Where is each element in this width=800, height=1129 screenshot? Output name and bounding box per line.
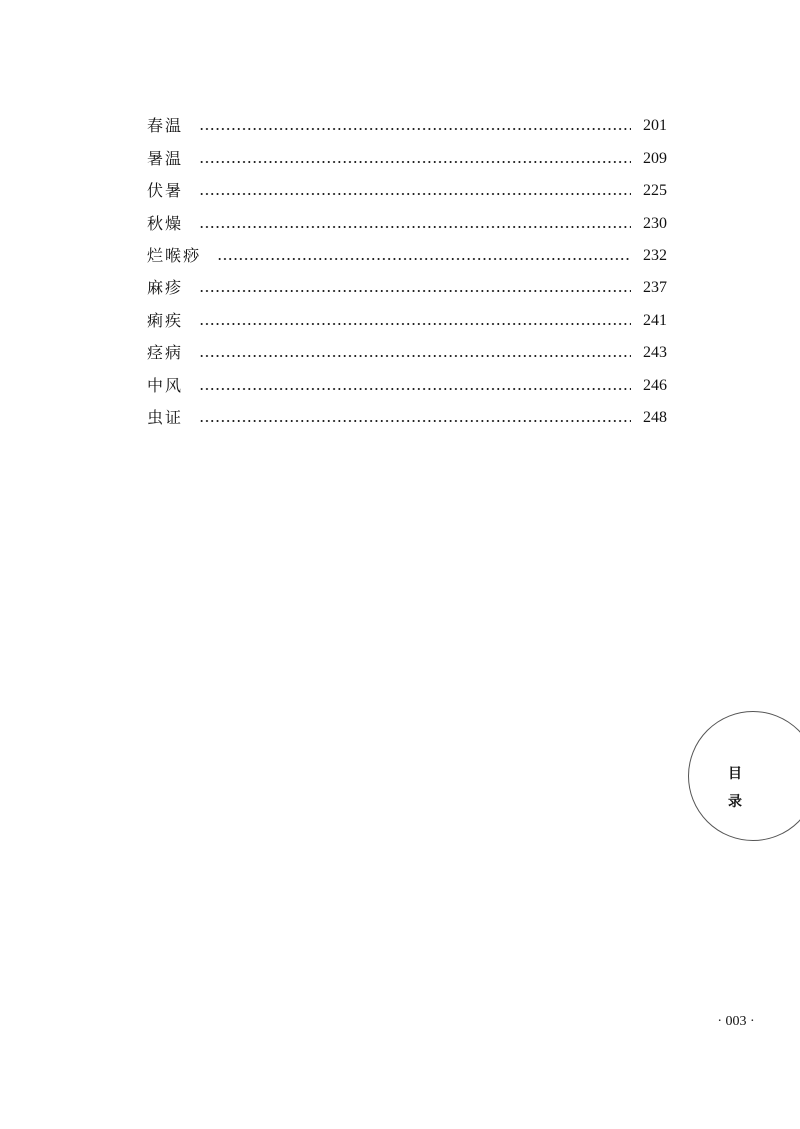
dot-leader — [199, 355, 631, 357]
toc-entry-title: 秋燥 — [147, 213, 184, 233]
toc-entry-title: 中风 — [147, 375, 184, 395]
toc-entry-title: 春温 — [147, 116, 184, 136]
toc-entry-page: 243 — [643, 344, 667, 362]
toc-entry-zhongfeng[interactable] — [147, 363, 667, 395]
toc-entry-lanhousha[interactable] — [147, 234, 667, 266]
table-of-contents — [147, 104, 667, 428]
toc-entry-page: 248 — [643, 408, 667, 426]
toc-entry-title: 麻疹 — [147, 278, 184, 298]
toc-entry-fushu[interactable] — [147, 169, 667, 201]
toc-entry-page: 232 — [643, 246, 667, 264]
dot-leader — [199, 193, 631, 195]
toc-entry-title: 伏暑 — [147, 181, 184, 201]
toc-entry-page: 241 — [643, 311, 667, 329]
dot-leader — [199, 128, 631, 130]
dot-leader — [199, 226, 631, 228]
toc-entry-chunwen[interactable] — [147, 104, 667, 136]
page-number: · 003 · — [717, 1014, 755, 1029]
dot-leader — [199, 388, 631, 390]
toc-entry-title: 虫证 — [147, 407, 184, 427]
toc-entry-title: 痉病 — [147, 343, 184, 363]
toc-entry-title: 痢疾 — [147, 310, 184, 330]
toc-entry-jingbing[interactable] — [147, 331, 667, 363]
toc-entry-page: 237 — [643, 279, 667, 297]
toc-entry-chongzheng[interactable] — [147, 396, 667, 428]
toc-entry-title: 暑温 — [147, 148, 184, 168]
section-tab-char: 录 — [728, 794, 742, 810]
dot-leader — [199, 420, 631, 422]
toc-entry-page: 209 — [643, 149, 667, 167]
toc-entry-mazhen[interactable] — [147, 266, 667, 298]
toc-entry-page: 201 — [643, 117, 667, 135]
dot-leader — [217, 258, 631, 260]
toc-entry-shuwen[interactable] — [147, 136, 667, 168]
toc-entry-page: 230 — [643, 214, 667, 232]
toc-entry-qiuzao[interactable] — [147, 201, 667, 233]
toc-entry-title: 烂喉痧 — [147, 245, 202, 265]
dot-leader — [199, 323, 631, 325]
toc-entry-liji[interactable] — [147, 298, 667, 330]
dot-leader — [199, 290, 631, 292]
section-tab-char: 目 — [728, 766, 742, 782]
dot-leader — [199, 161, 631, 163]
section-tab-label — [725, 760, 745, 816]
toc-entry-page: 225 — [643, 182, 667, 200]
toc-entry-page: 246 — [643, 376, 667, 394]
